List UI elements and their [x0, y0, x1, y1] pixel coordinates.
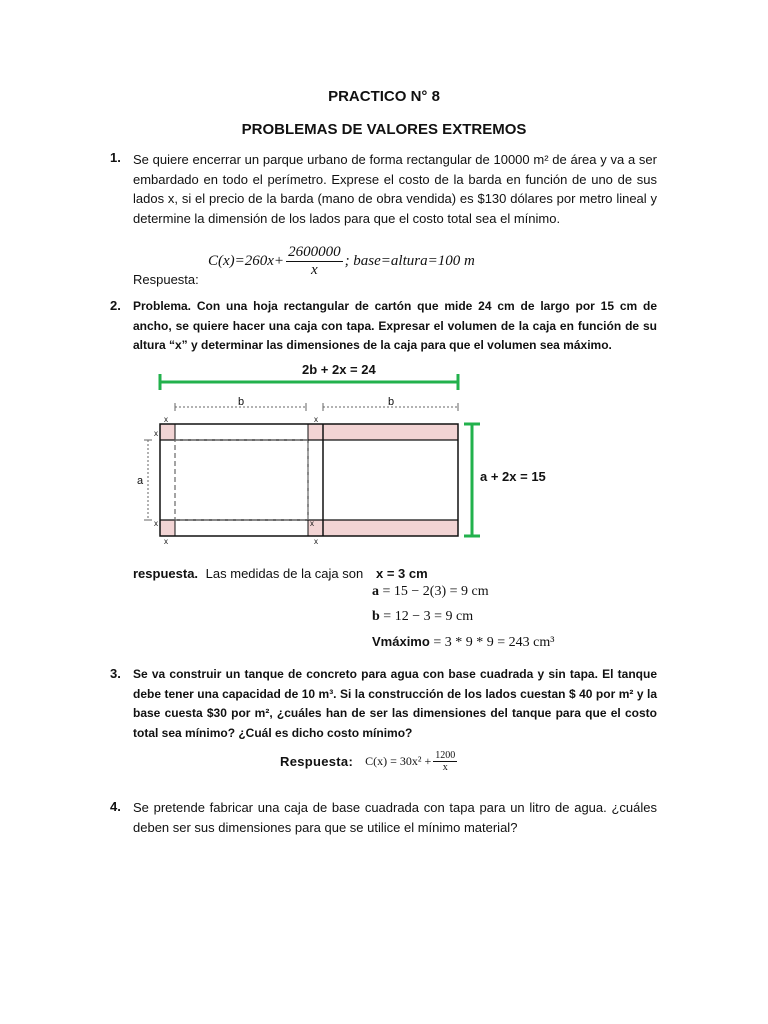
problem-4-text: Se pretende fabricar una caja de base cuadrada con tapa para un litro de agua. ¿cuáles deben ser sus dimensiones para que se utilice el mínimo material? — [133, 800, 657, 835]
problem-4-number: 4. — [110, 799, 121, 814]
x-label: x — [164, 537, 168, 546]
right-dimension-label: a + 2x = 15 — [480, 469, 546, 484]
formula-lhs: C(x)=260x+ — [208, 252, 285, 269]
problem-3-answer — [280, 750, 459, 773]
v-value: = 3 * 9 * 9 = 243 cm³ — [433, 635, 555, 650]
b-equation — [372, 609, 473, 625]
x-label: x — [314, 537, 318, 546]
b-label-right: b — [388, 396, 395, 408]
a-value: = 15 − 2(3) = 9 cm — [382, 584, 489, 599]
corner-square — [160, 520, 175, 536]
b-key: b — [372, 609, 380, 624]
page-subtitle: PROBLEMAS DE VALORES EXTREMOS — [241, 121, 527, 138]
formula-fraction — [286, 244, 343, 279]
x-label: x — [164, 415, 168, 424]
corner-square — [160, 424, 175, 440]
right-top-flap — [323, 424, 458, 440]
problem-2-number: 2. — [110, 298, 121, 313]
problem-2-answer-label: respuesta. — [133, 566, 199, 581]
problem-2-answer-text: Las medidas de la caja son — [205, 566, 364, 581]
inner-dashed-base — [175, 440, 308, 520]
problem-3-text: Se va construir un tanque de concreto para agua con base cuadrada y sin tapa. El tanque debe tener una capacidad de 10 m³. Si la construcción de los lados cuestan $ 40 por m² y la base cuesta $30 por m², ¿cuáles han de ser las dimensiones del tanque para que el costo total sea mínimo? ¿Cuál es dicho costo mínimo? — [133, 667, 657, 740]
problem-3-answer-label: Respuesta: — [280, 754, 354, 769]
v-equation — [372, 634, 554, 651]
top-dimension-label: 2b + 2x = 24 — [302, 362, 376, 377]
problem-3-denominator: x — [442, 762, 448, 773]
problem-3-number: 3. — [110, 666, 121, 681]
x-label: x — [310, 519, 314, 528]
sheet-outline — [160, 424, 458, 536]
x-label: x — [154, 519, 158, 528]
formula-numerator: 2600000 — [288, 244, 341, 260]
problem-1-number: 1. — [110, 150, 121, 165]
b-label-left: b — [238, 396, 245, 408]
corner-square — [308, 424, 323, 440]
x-label: x — [154, 429, 158, 438]
problem-1-answer-label: Respuesta: — [133, 272, 199, 287]
problem-3-fraction — [433, 750, 457, 773]
right-bottom-flap — [323, 520, 458, 536]
b-value: = 12 − 3 = 9 cm — [383, 609, 474, 624]
x-label: x — [314, 415, 318, 424]
problem-1-formula — [208, 244, 475, 279]
problem-3-numerator: 1200 — [435, 750, 456, 761]
problem-1-text: Se quiere encerrar un parque urbano de forma rectangular de 10000 m² de área y va a ser embardado en todo el perímetro. Exprese el costo de la barda en función de uno de sus lados x, si el precio de la barda (mano de obra vendida) es $130 dólares por metro lineal y determine la dimensión de los lados para que el costo total sea el mínimo. — [133, 152, 657, 226]
a-label: a — [137, 475, 144, 487]
problem-2-answer — [133, 566, 363, 581]
a-equation — [372, 584, 489, 600]
a-key: a — [372, 584, 379, 599]
x-value: x = 3 cm — [376, 566, 428, 581]
problem-3-formula-lhs: C(x) = 30x² + — [365, 754, 432, 768]
formula-rhs: ; base=altura=100 m — [344, 252, 475, 269]
formula-denominator: x — [310, 262, 318, 278]
box-net-diagram — [130, 356, 570, 552]
v-key: Vmáximo — [372, 634, 430, 649]
page-title: PRACTICO N° 8 — [328, 88, 440, 105]
problem-2-text: Problema. Con una hoja rectangular de cartón que mide 24 cm de largo por 15 cm de ancho, se quiere hacer una caja con tapa. Expresar el volumen de la caja en función de su altura “x” y determinar las dimensiones de la caja para que el volumen sea máximo. — [133, 299, 657, 352]
